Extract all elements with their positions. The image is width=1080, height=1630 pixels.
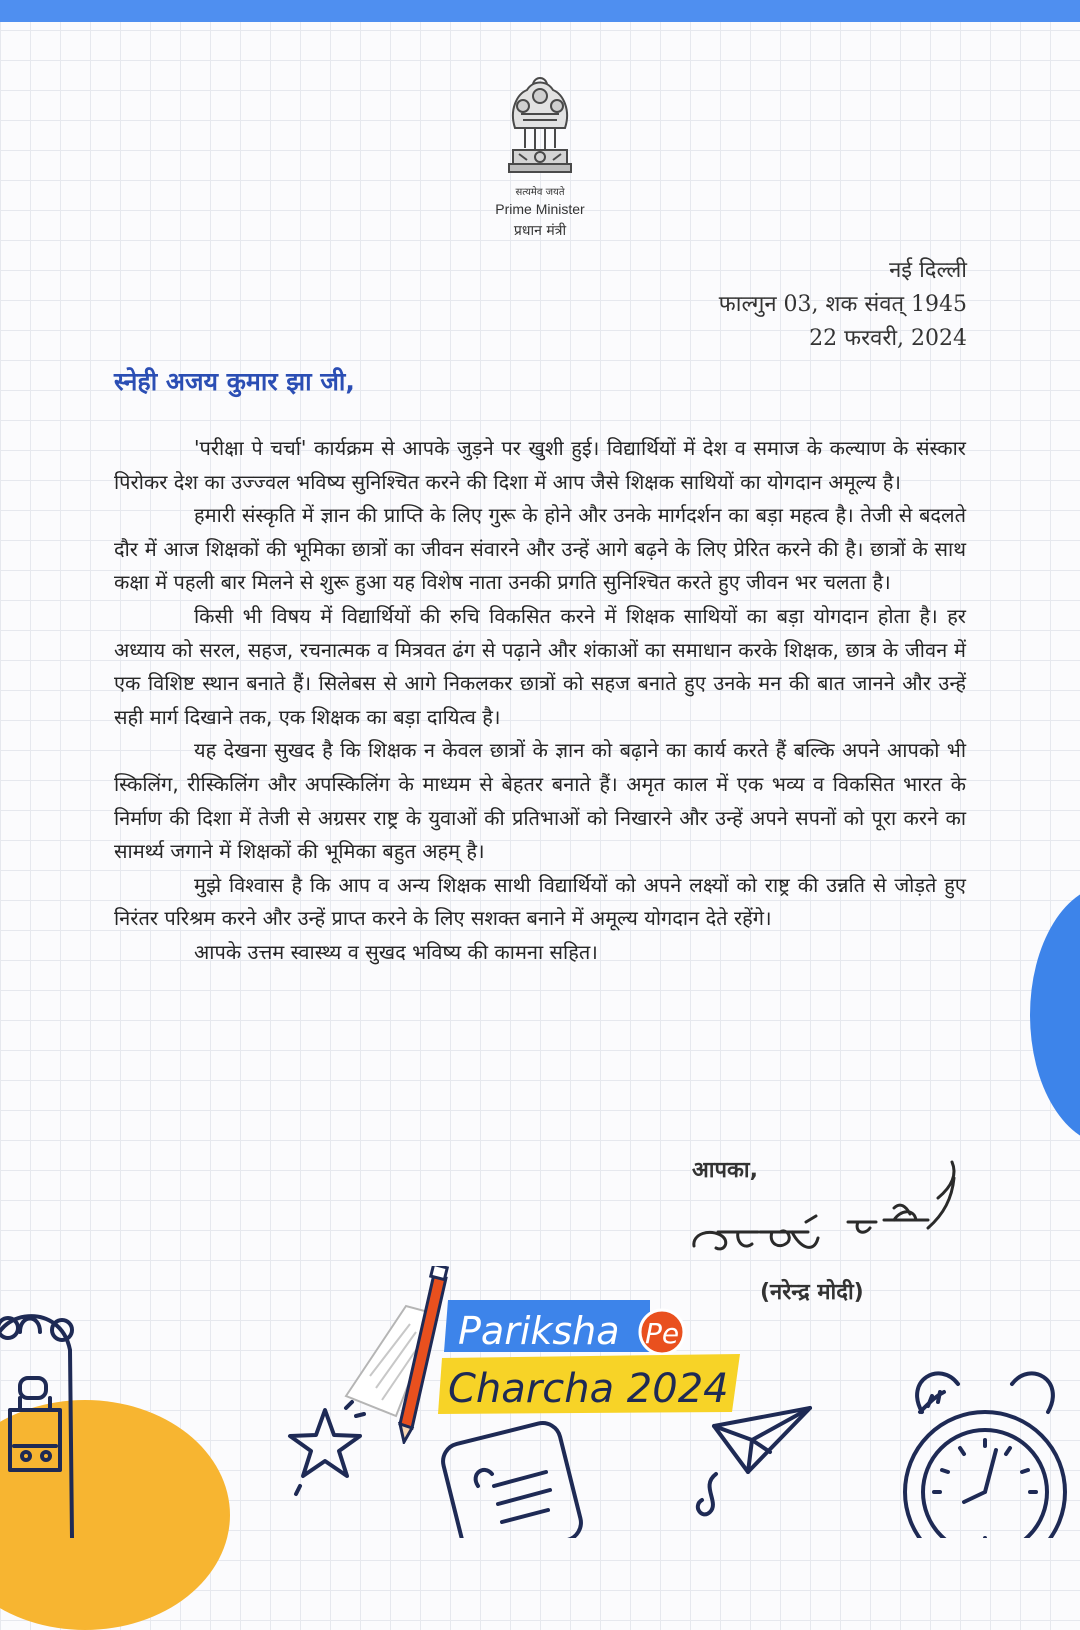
emblem-motto: सत्यमेव जयते	[515, 187, 565, 198]
signer-name: (नरेन्द्र मोदी)	[760, 1280, 864, 1305]
date-place: नई दिल्ली	[889, 258, 967, 283]
decorative-blue-circle	[1030, 885, 1080, 1145]
salutation: स्नेही अजय कुमार झा जी,	[114, 367, 355, 396]
pariksha-pe-charcha-logo	[336, 1266, 746, 1444]
closing: आपका,	[692, 1158, 758, 1183]
paragraph: आपके उत्तम स्वास्थ्य व सुखद भविष्य की कामना सहित।	[194, 939, 598, 964]
paragraph: हमारी संस्कृति में ज्ञान की प्राप्ति के लिए गुरू के होने और उनके मार्गदर्शन का बड़ा महत्व है। तेजी से बदलते दौर में आज शिक्षकों की भूमिका छात्रों का जीवन संवारने और उन्हें आगे बढ़ने के लिए प्रेरित करने की है। छात्रों के साथ कक्षा में पहली बार मिलने से शुरू हुआ यह विशेष नाता उनकी प्रगति सुनिश्चित करते हुए जीवन भर चलता है।	[114, 503, 966, 595]
handwritten-signature	[688, 1158, 978, 1268]
office-title-hindi: प्रधान मंत्री	[513, 223, 567, 239]
office-title-english: Prime Minister	[495, 201, 585, 217]
logo-line-1: Pariksha	[458, 1309, 620, 1353]
logo-line-2: Charcha 2024	[448, 1366, 729, 1412]
top-accent-bar	[0, 0, 1080, 22]
paragraph: मुझे विश्वास है कि आप व अन्य शिक्षक साथी विद्यार्थियों को अपने लक्ष्यों को राष्ट्र की उन्नति से जोड़ते हुए निरंतर परिश्रम करने और उन्हें प्राप्त करने के लिए सशक्त बनाने में अमूल्य योगदान देते रहेंगे।	[114, 872, 966, 931]
paragraph: 'परीक्षा पे चर्चा' कार्यक्रम से आपके जुड़ने पर खुशी हुई। विद्यार्थियों में देश व समाज के कल्याण के संस्कार पिरोकर देश का उज्ज्वल भविष्य सुनिश्चित करने की दिशा में आप जैसे शिक्षक साथियों का योगदान अमूल्य है।	[114, 436, 966, 494]
alarm-clock-icon	[905, 1373, 1065, 1538]
logo-badge: Pe	[644, 1317, 680, 1350]
paragraph: यह देखना सुखद है कि शिक्षक न केवल छात्रों के ज्ञान को बढ़ाने का कार्य करते हैं बल्कि अपने आपको भी स्किलिंग, रीस्किलिंग और अपस्किलिंग के माध्यम से बेहतर बनाते हैं। अमृत काल में एक भव्य व विकसित भारत के निर्माण की दिशा में तेजी से अग्रसर राष्ट्र के युवाओं की प्रतिभाओं को निखारने और उन्हें अपने सपनों को पूरा करने का सामर्थ्य जगाने में शिक्षकों की भूमिका बहुत अहम् है।	[114, 738, 966, 864]
paragraph: किसी भी विषय में विद्यार्थियों की रुचि विकसित करने में शिक्षक साथियों का बड़ा योगदान होता है। हर अध्याय को सरल, सहज, रचनात्मक व मित्रवत ढंग से पढ़ाने और शंकाओं का समाधान करके शिक्षक, छात्र के जीवन में एक विशिष्ट स्थान बनाते हैं। सिलेबस से आगे निकलकर छात्रों को सहज बनाते हुए उनके मन की बात जानने और उन्हें सही मार्ग दिखाने तक, एक शिक्षक का बड़ा दायित्व है।	[114, 603, 966, 729]
letter-body	[114, 432, 966, 970]
national-emblem-icon	[495, 70, 585, 190]
backpack-icon	[0, 1316, 72, 1538]
date-saka: फाल्गुन 03, शक संवत् 1945	[718, 292, 967, 317]
date-block	[719, 254, 967, 356]
date-gregorian: 22 फरवरी, 2024	[809, 326, 967, 351]
